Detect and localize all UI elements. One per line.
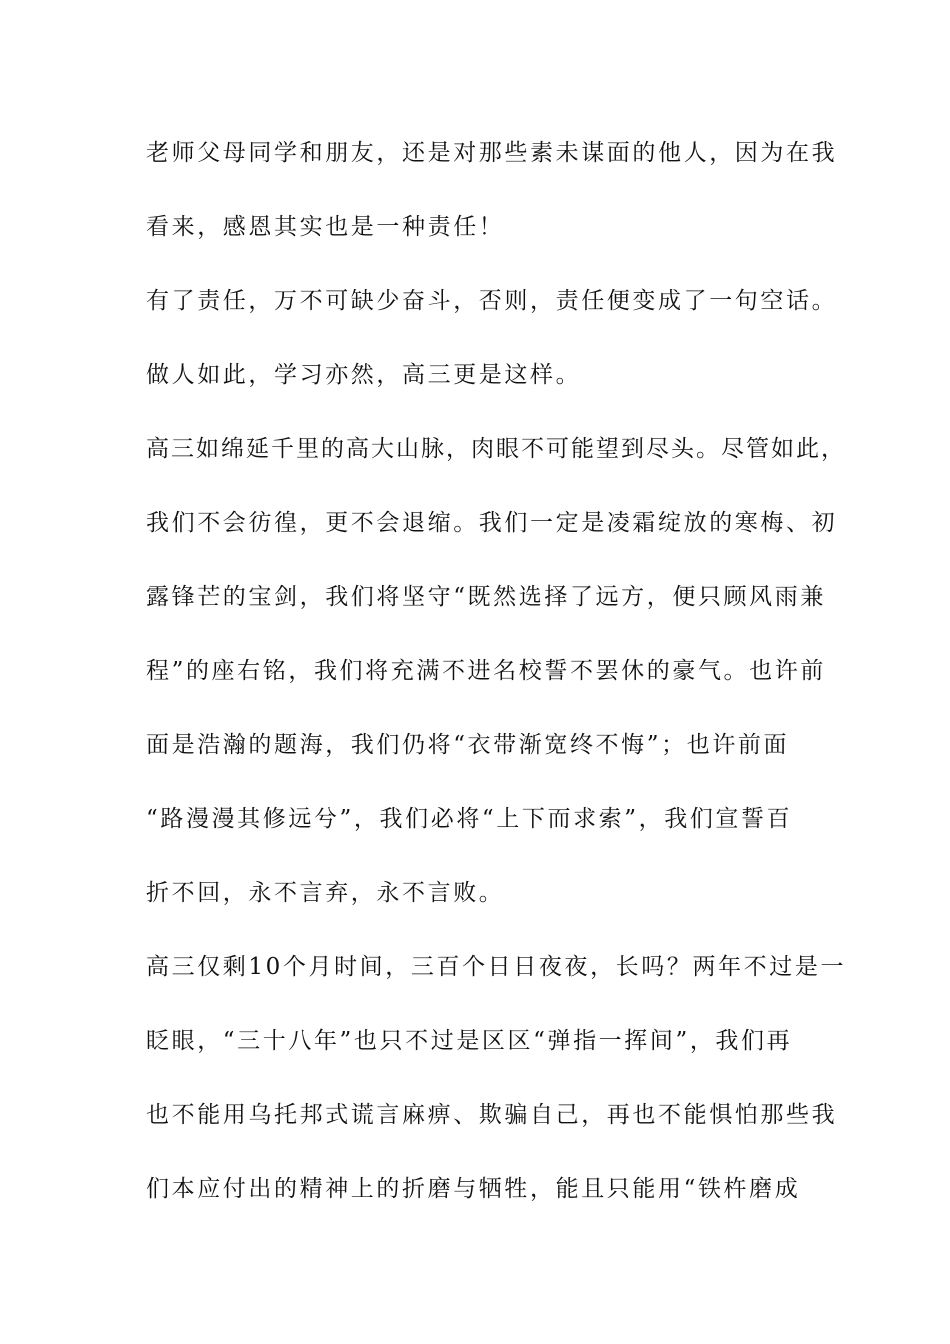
text-line-12: 高三仅剩10个月时间，三百个日日夜夜，长吗？两年不过是一 xyxy=(146,954,847,980)
text-line-10: “路漫漫其修远兮”，我们必将“上下而求索”，我们宣誓百 xyxy=(146,806,793,832)
text-line-2: 看来，感恩其实也是一种责任！ xyxy=(146,214,505,240)
text-line-14: 也不能用乌托邦式谎言麻痹、欺骗自己，再也不能惧怕那些我 xyxy=(146,1102,838,1128)
text-line-1: 老师父母同学和朋友，还是对那些素未谋面的他人，因为在我 xyxy=(146,140,838,166)
text-line-11: 折不回，永不言弃，永不言败。 xyxy=(146,880,505,906)
text-line-7: 露锋芒的宝剑，我们将坚守“既然选择了远方，便只顾风雨兼 xyxy=(146,584,826,610)
text-line-3: 有了责任，万不可缺少奋斗，否则，责任便变成了一句空话。 xyxy=(146,288,838,314)
text-line-9: 面是浩瀚的题海，我们仍将“衣带渐宽终不悔”；也许前面 xyxy=(146,732,790,758)
text-line-6: 我们不会彷徨，更不会退缩。我们一定是凌霜绽放的寒梅、初 xyxy=(146,510,838,536)
text-line-13: 眨眼，“三十八年”也只不过是区区“弹指一挥间”，我们再 xyxy=(146,1028,793,1054)
text-line-4: 做人如此，学习亦然，高三更是这样。 xyxy=(146,362,582,388)
text-line-5: 高三如绵延千里的高大山脉，肉眼不可能望到尽头。尽管如此， xyxy=(146,436,846,462)
text-line-8: 程”的座右铭，我们将充满不进名校誓不罢休的豪气。也许前 xyxy=(146,658,826,684)
text-line-15: 们本应付出的精神上的折磨与牺牲，能且只能用“铁杵磨成 xyxy=(146,1176,801,1202)
